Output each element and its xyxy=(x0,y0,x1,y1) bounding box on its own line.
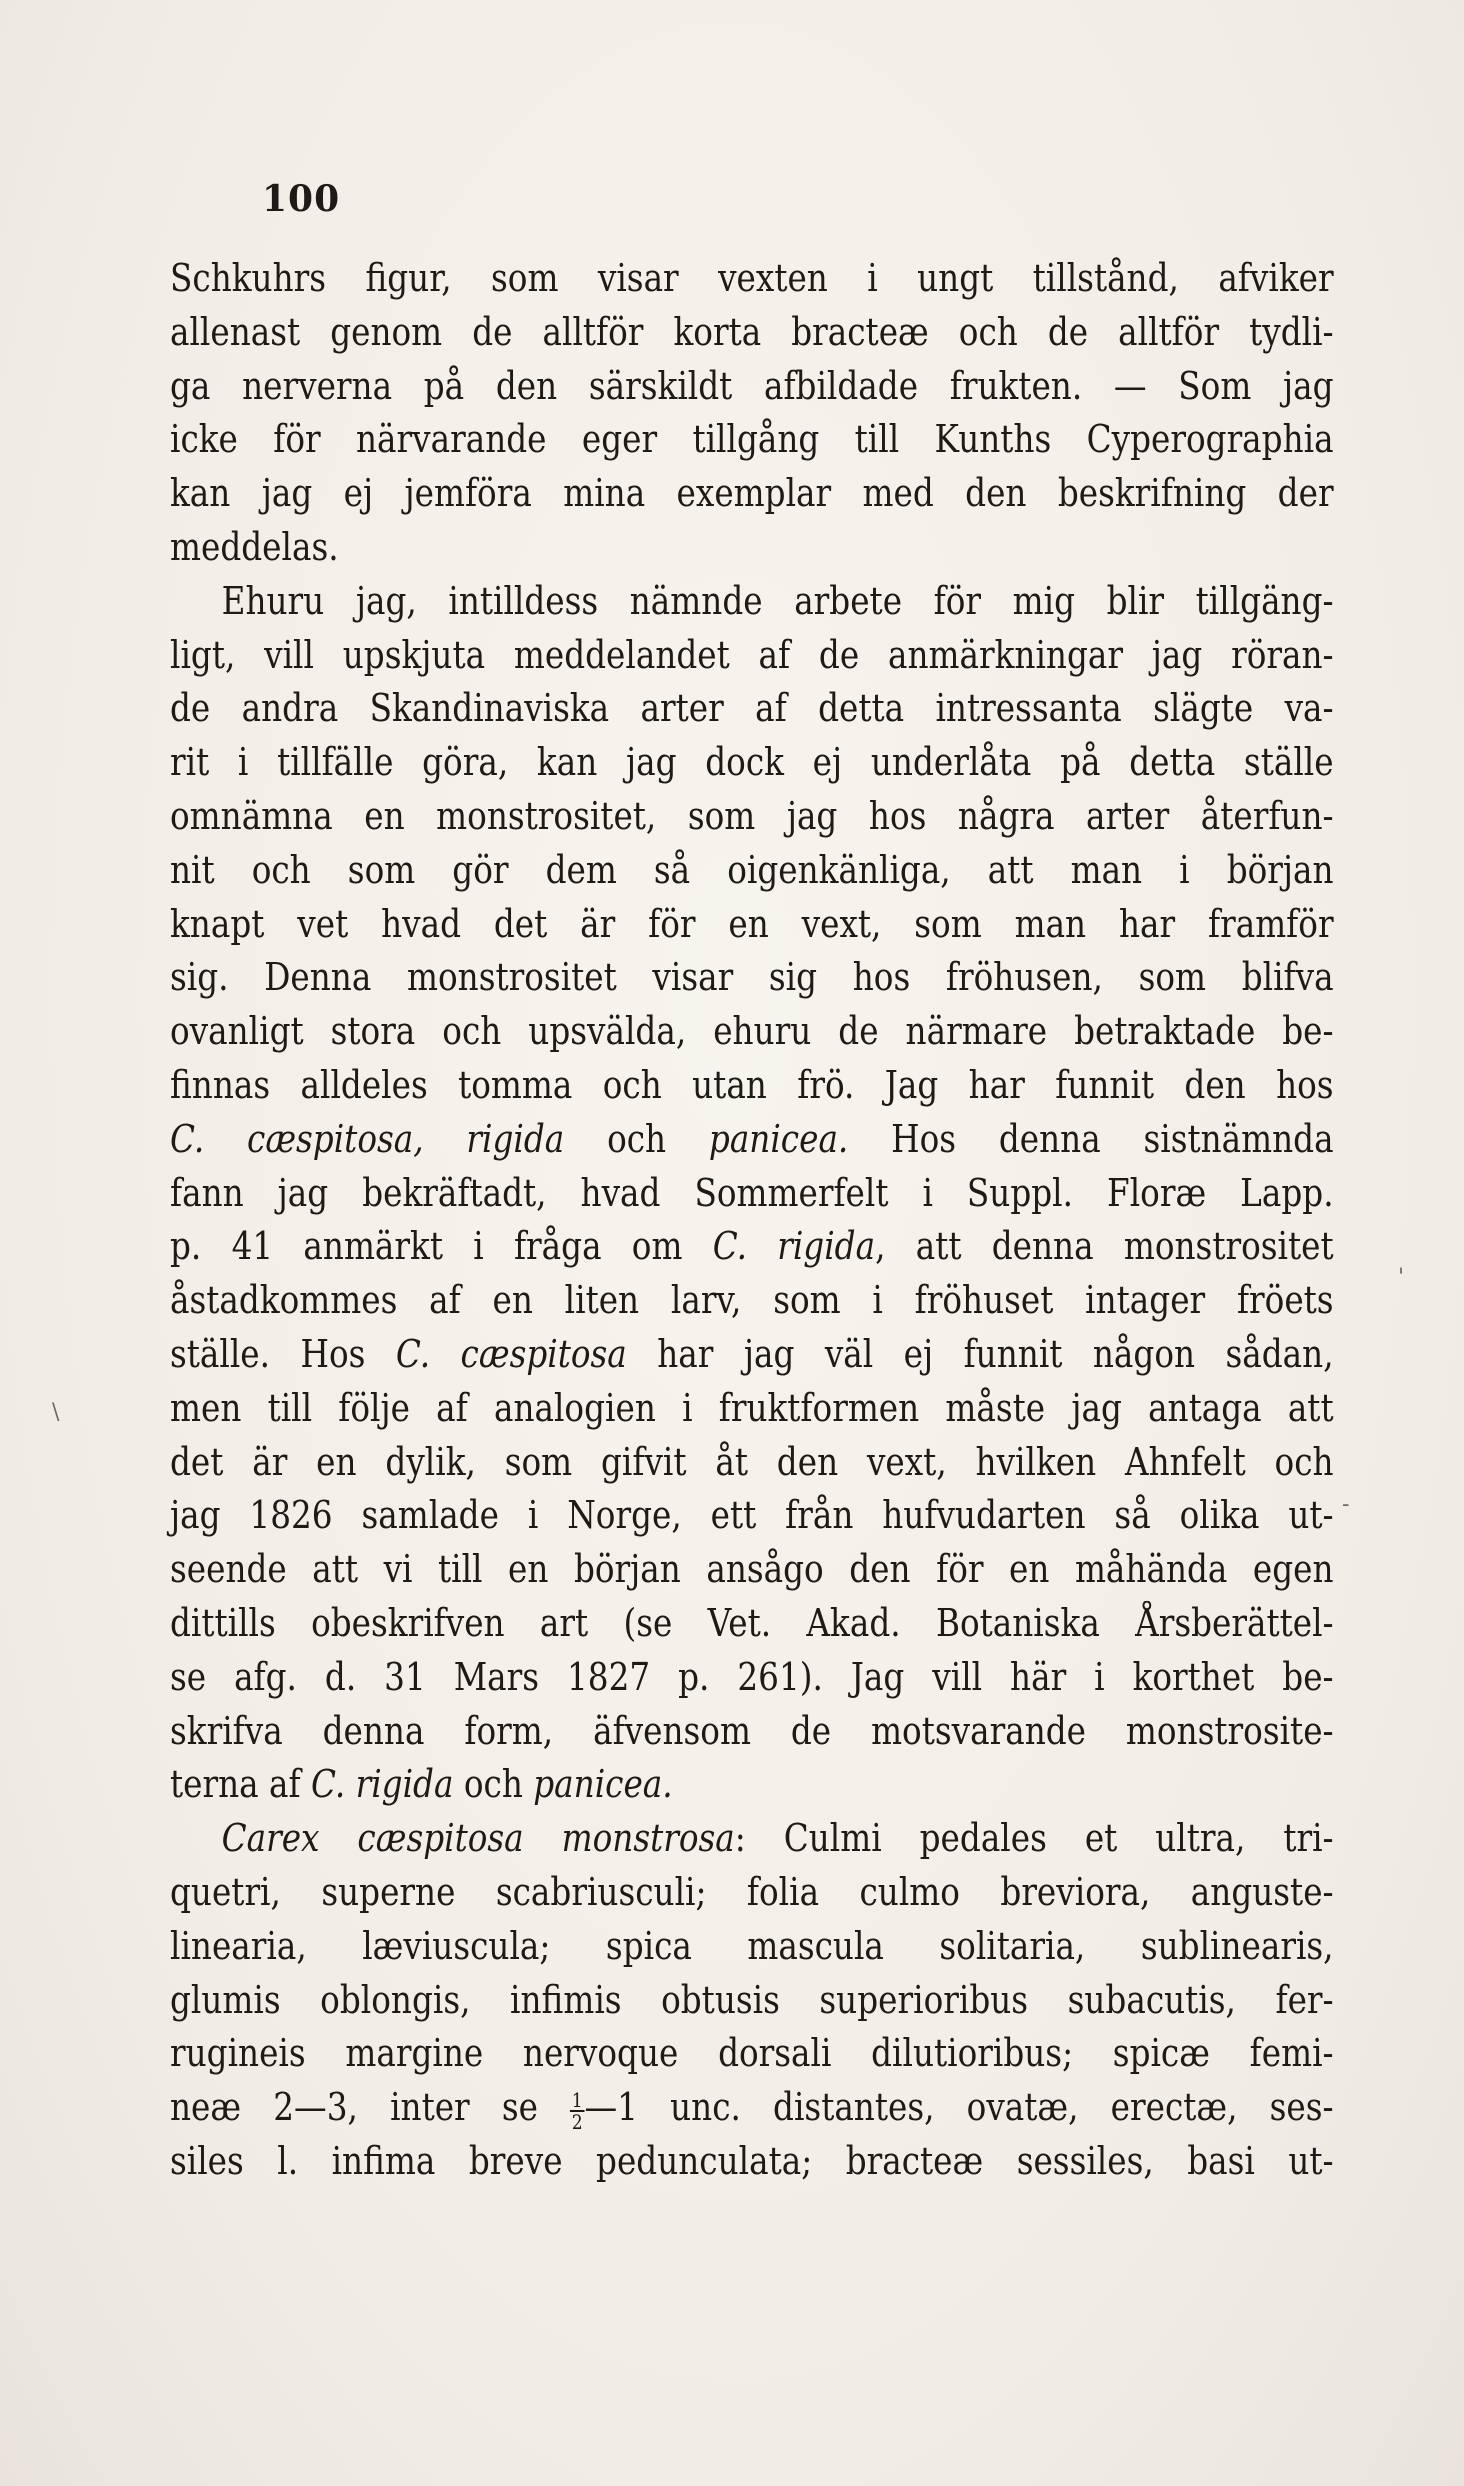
text-line xyxy=(170,575,1334,629)
text-line xyxy=(170,1812,1334,1866)
text-line xyxy=(170,306,1334,360)
text-segment: åstadkommes af en liten larv, som i fröhuset intager fröets xyxy=(170,1278,1334,1323)
text-segment: icke för närvarande eger tillgång till Kunths Cyperographia xyxy=(170,417,1334,462)
text-line xyxy=(170,1328,1334,1382)
text-line xyxy=(170,1382,1334,1436)
fraction-denominator: 2 xyxy=(571,2109,583,2134)
text-line xyxy=(170,790,1334,844)
text-segment: de andra Skandinaviska arter af detta intressanta slägte va- xyxy=(170,686,1334,731)
text-segment: quetri, superne scabriusculi; folia culmo breviora, anguste- xyxy=(170,1869,1334,1914)
text-segment: ga nerverna på den särskildt afbildade frukten. — Som jag xyxy=(170,363,1334,408)
text-segment: finnas alldeles tomma och utan frö. Jag har funnit den hos xyxy=(170,1062,1334,1107)
text-line xyxy=(170,413,1334,467)
text-segment: ställe. Hos xyxy=(170,1331,396,1376)
text-segment: linearia, læviuscula; spica mascula solitaria, sublinearis, xyxy=(170,1923,1334,1968)
text-segment: omnämna en monstrositet, som jag hos några arter återfun- xyxy=(170,793,1334,838)
text-segment: Hos denna sistnämnda xyxy=(848,1116,1334,1161)
text-line xyxy=(170,2135,1334,2189)
fraction-numerator: 1 xyxy=(571,2087,583,2112)
text-segment: glumis oblongis, infimis obtusis superioribus subacutis, fer- xyxy=(170,1977,1334,2022)
text-line xyxy=(170,898,1334,952)
text-line xyxy=(170,1059,1334,1113)
text-segment: —1 unc. distantes, ovatæ, erectæ, ses- xyxy=(584,2085,1334,2130)
text-segment: Schkuhrs figur, som visar vexten i ungt tillstånd, afviker xyxy=(170,256,1334,300)
text-segment: : Culmi pedales et ultra, tri- xyxy=(734,1816,1334,1861)
text-line xyxy=(170,1274,1334,1328)
text-line xyxy=(170,629,1334,683)
text-segment: kan jag ej jemföra mina exemplar med den beskrifning der xyxy=(170,471,1334,516)
text-segment: och xyxy=(564,1116,709,1161)
text-line xyxy=(170,1436,1334,1490)
text-line xyxy=(170,1005,1334,1059)
text-segment: terna af xyxy=(170,1762,311,1807)
text-segment: fann jag bekräftadt, hvad Sommerfelt i Suppl. Floræ Lapp. xyxy=(170,1170,1334,1215)
text-segment: ligt, vill upskjuta meddelandet af de anmärkningar jag röran- xyxy=(170,632,1334,677)
scan-speck: - xyxy=(1342,1492,1350,1517)
text-line xyxy=(170,521,1334,575)
text-line xyxy=(170,1758,1334,1812)
text-line xyxy=(170,736,1334,790)
text-segment: rit i tillfälle göra, kan jag dock ej underlåta på detta ställe xyxy=(170,740,1334,785)
text-segment: men till följe af analogien i fruktformen måste jag antaga att xyxy=(170,1385,1334,1430)
fraction xyxy=(570,2087,584,2134)
text-segment: och xyxy=(453,1762,534,1807)
text-line xyxy=(170,1597,1334,1651)
text-segment: allenast genom de alltför korta bracteæ och de alltför tydli- xyxy=(170,309,1334,354)
text-line xyxy=(170,1489,1334,1543)
text-segment: det är en dylik, som gifvit åt den vext, hvilken Ahnfelt och xyxy=(170,1439,1334,1484)
italic-text: panicea. xyxy=(533,1762,673,1807)
text-line xyxy=(170,1974,1334,2028)
text-line xyxy=(170,360,1334,414)
text-line xyxy=(170,1220,1334,1274)
text-segment: p. 41 anmärkt i fråga om xyxy=(170,1224,713,1269)
italic-text: C. cæspitosa, rigida xyxy=(170,1116,565,1161)
text-line xyxy=(170,1705,1334,1759)
italic-text: C. cæspitosa xyxy=(395,1331,627,1376)
text-segment: jag 1826 samlade i Norge, ett från hufvudarten så olika ut- xyxy=(170,1493,1334,1538)
body-text xyxy=(170,252,1334,2189)
text-line xyxy=(170,1866,1334,1920)
text-segment: Ehuru jag, intilldess nämnde arbete för mig blir tillgäng- xyxy=(221,578,1334,623)
text-line xyxy=(170,1167,1334,1221)
text-segment: , att denna monstrositet xyxy=(875,1224,1334,1269)
text-line xyxy=(170,844,1334,898)
text-segment: ovanligt stora och upsvälda, ehuru de närmare betraktade be- xyxy=(170,1009,1334,1054)
text-segment: meddelas. xyxy=(170,524,339,569)
text-line xyxy=(170,951,1334,1005)
text-line xyxy=(170,2027,1334,2081)
scan-speck: \ xyxy=(52,1400,60,1425)
text-segment: skrifva denna form, äfvensom de motsvarande monstrosite- xyxy=(170,1708,1334,1753)
text-line xyxy=(170,2081,1334,2135)
text-segment: neæ 2—3, inter se xyxy=(170,2085,571,2130)
text-segment: se afg. d. 31 Mars 1827 p. 261). Jag vill här i korthet be- xyxy=(170,1654,1334,1699)
text-line xyxy=(170,252,1334,306)
text-line xyxy=(170,682,1334,736)
text-segment: siles l. infima breve pedunculata; bracteæ sessiles, basi ut- xyxy=(170,2138,1334,2183)
text-line xyxy=(170,1543,1334,1597)
text-segment: knapt vet hvad det är för en vext, som man har framför xyxy=(170,901,1334,946)
italic-text: panicea. xyxy=(708,1116,849,1161)
text-segment: rugineis margine nervoque dorsali dilutioribus; spicæ femi- xyxy=(170,2031,1334,2076)
italic-text: Carex cæspitosa monstrosa xyxy=(221,1816,735,1861)
text-segment: har jag väl ej funnit någon sådan, xyxy=(626,1331,1334,1376)
page-number: 100 xyxy=(262,178,341,220)
text-line xyxy=(170,1920,1334,1974)
text-segment: sig. Denna monstrositet visar sig hos fröhusen, som blifva xyxy=(170,955,1334,1000)
text-segment: seende att vi till en början ansågo den för en måhända egen xyxy=(170,1547,1334,1592)
scan-speck: ' xyxy=(1398,1265,1405,1290)
text-line xyxy=(170,1113,1334,1167)
italic-text: C. rigida xyxy=(712,1224,876,1269)
italic-text: C. rigida xyxy=(310,1762,454,1807)
text-line xyxy=(170,467,1334,521)
text-segment: dittills obeskrifven art (se Vet. Akad. Botaniska Årsberättel- xyxy=(170,1600,1334,1645)
text-segment: nit och som gör dem så oigenkänliga, att man i början xyxy=(170,847,1334,892)
text-line xyxy=(170,1651,1334,1705)
